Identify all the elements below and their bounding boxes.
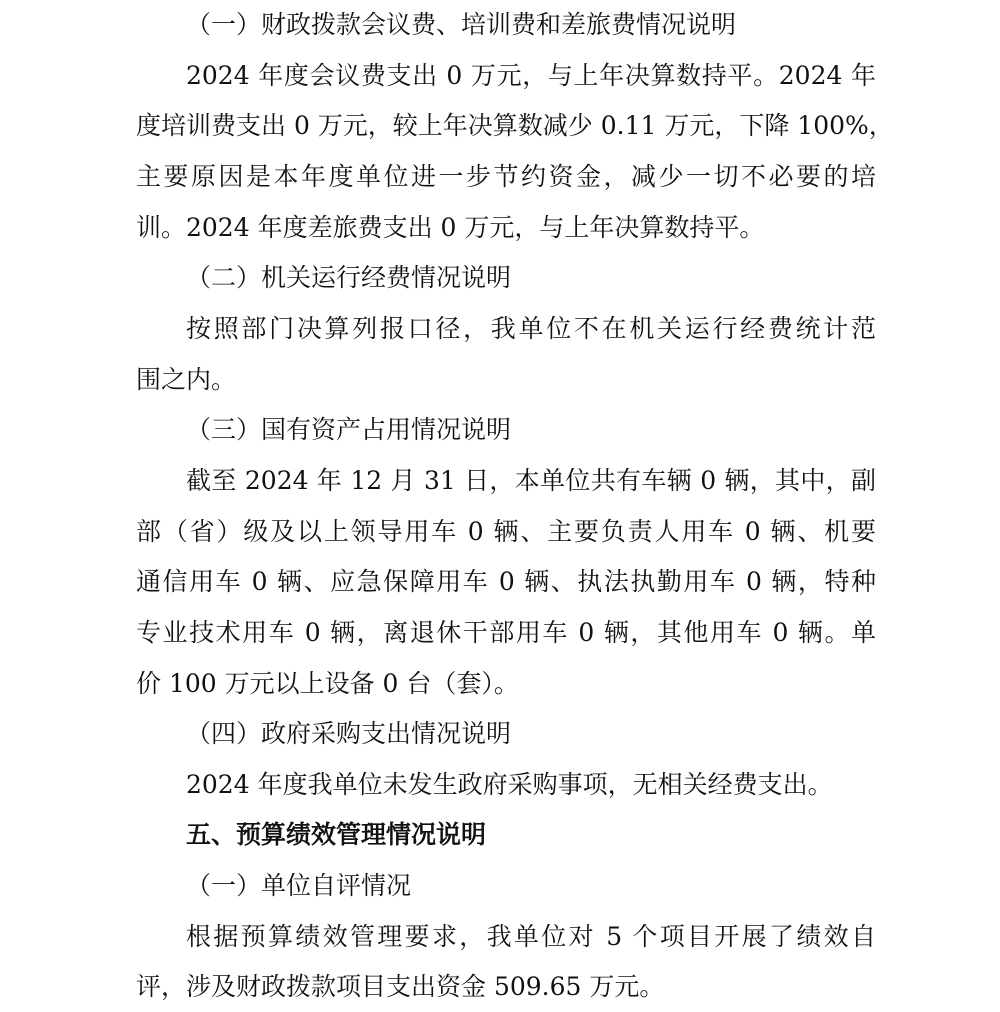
paragraph-line: 部（省）级及以上领导用车 0 辆、主要负责人用车 0 辆、机要 <box>136 517 876 546</box>
paragraph-line: 围之内。 <box>136 365 237 394</box>
heading-operating-expenses: （二）机关运行经费情况说明 <box>186 263 512 292</box>
heading-state-assets: （三）国有资产占用情况说明 <box>186 415 512 444</box>
paragraph-line: 评，涉及财政拨款项目支出资金 509.65 万元。 <box>136 972 665 1001</box>
paragraph-line: 按照部门决算列报口径，我单位不在机关运行经费统计范 <box>186 314 876 343</box>
paragraph-line: 专业技术用车 0 辆，离退休干部用车 0 辆，其他用车 0 辆。单 <box>136 618 876 647</box>
paragraph-line: 截至 2024 年 12 月 31 日，本单位共有车辆 0 辆，其中，副 <box>186 466 876 495</box>
paragraph-line: 主要原因是本年度单位进一步节约资金，减少一切不必要的培 <box>136 162 876 191</box>
paragraph-line: 根据预算绩效管理要求，我单位对 5 个项目开展了绩效自 <box>186 922 876 951</box>
heading-performance-management: 五、预算绩效管理情况说明 <box>186 820 487 849</box>
paragraph-line: 价 100 万元以上设备 0 台（套）。 <box>136 669 519 698</box>
paragraph-line: 2024 年度会议费支出 0 万元，与上年决算数持平。2024 年 <box>186 61 876 90</box>
heading-government-procurement: （四）政府采购支出情况说明 <box>186 719 512 748</box>
heading-self-evaluation: （一）单位自评情况 <box>186 871 412 900</box>
paragraph-line: 2024 年度我单位未发生政府采购事项，无相关经费支出。 <box>186 770 833 799</box>
paragraph-line: 通信用车 0 辆、应急保障用车 0 辆、执法执勤用车 0 辆，特种 <box>136 567 876 596</box>
paragraph-line: 度培训费支出 0 万元，较上年决算数减少 0.11 万元，下降 100%， <box>136 111 894 140</box>
paragraph-line: 训。2024 年度差旅费支出 0 万元，与上年决算数持平。 <box>136 213 765 242</box>
heading-meeting-training-travel: （一）财政拨款会议费、培训费和差旅费情况说明 <box>186 10 737 39</box>
